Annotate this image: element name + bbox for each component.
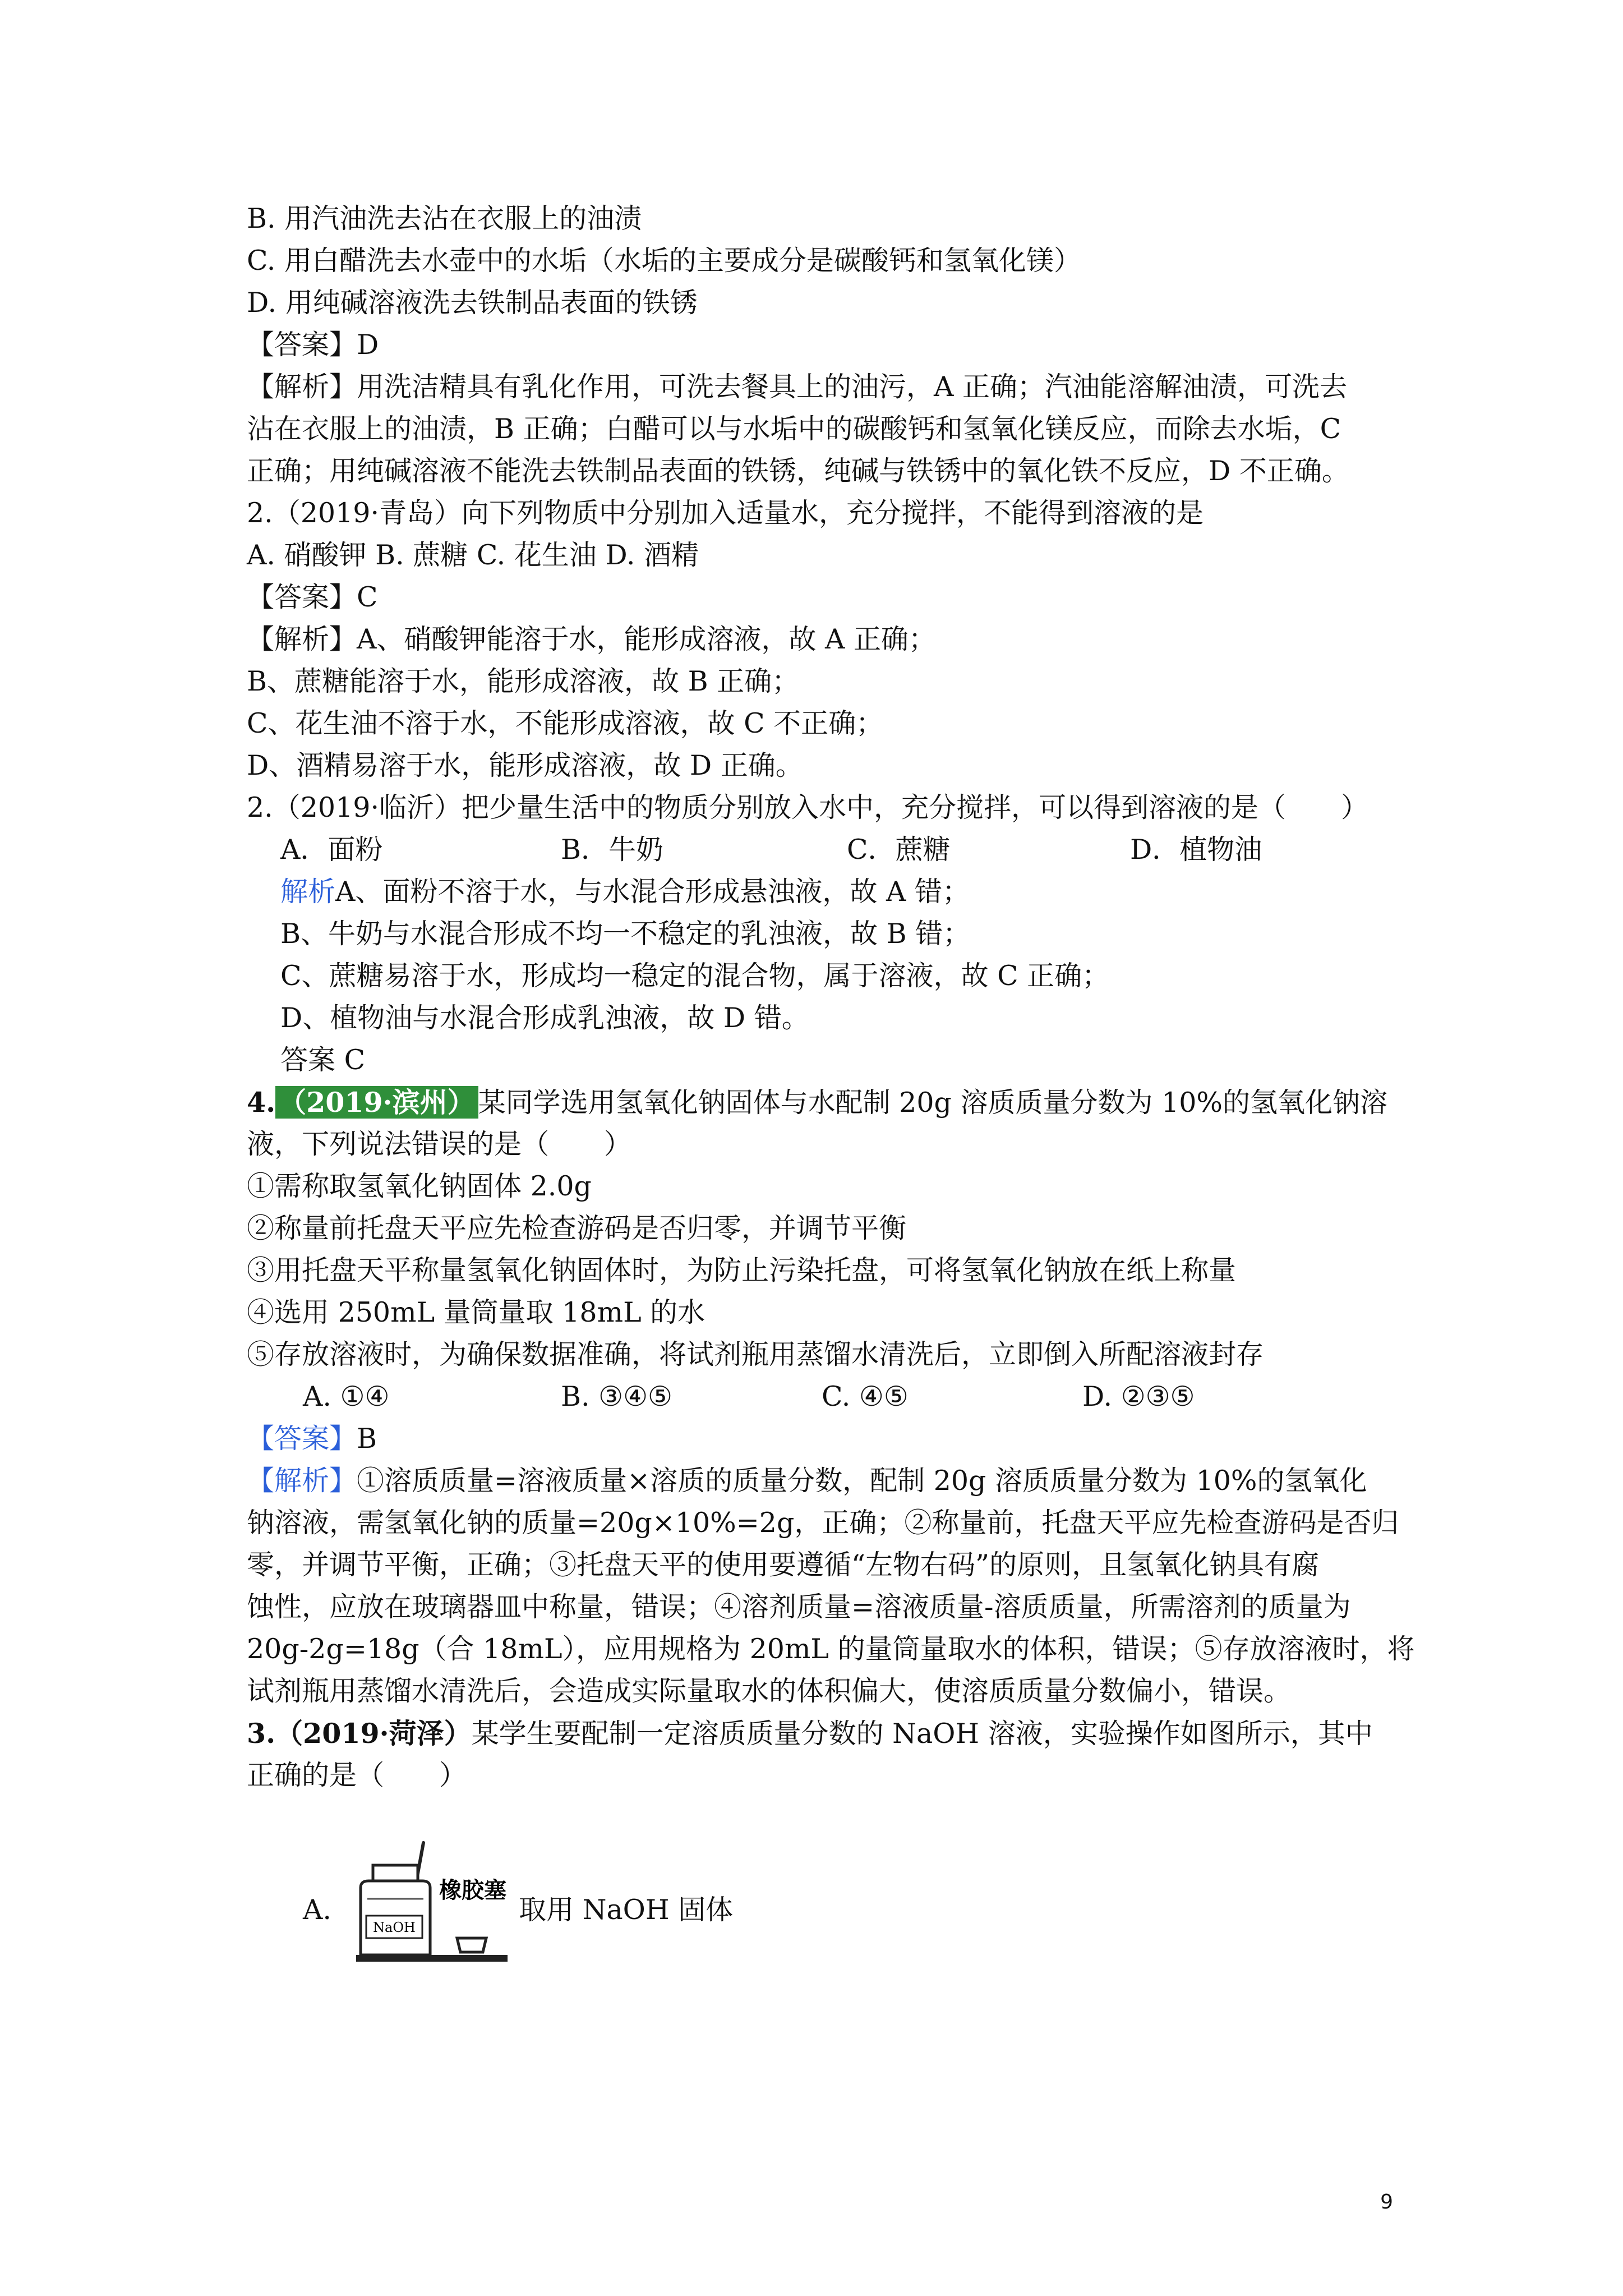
q4-answer-label: 【答案】 [247,1423,357,1455]
q4-statement: ④选用 250mL 量筒量取 18mL 的水 [247,1296,706,1328]
q4-option-c: C. ④⑤ [822,1381,909,1412]
q2-answer: 【答案】C [247,581,378,613]
q3-analysis-label: 解析 [280,876,336,908]
q4-option-b: B. ③④⑤ [561,1381,672,1412]
q1-option-c: C. 用白醋洗去水壶中的水垢（水垢的主要成分是碳酸钙和氢氧化镁） [247,245,1081,277]
q3-option-b: B．牛奶 [561,834,664,866]
q4-analysis-line: 零，并调节平衡，正确；③托盘天平的使用要遵循“左物右码”的原则，且氢氧化钠具有腐 [247,1549,1320,1581]
q3-analysis-line [280,872,970,912]
q4-stem-text: 某同学选用氢氧化钠固体与水配制 20g 溶质质量分数为 10%的氢氧化钠溶 [478,1087,1387,1119]
naoh-bottle-figure [356,1832,508,1972]
q4-options [303,1377,1396,1416]
q2-analysis-line: D、酒精易溶于水，能形成溶液，故 D 正确。 [247,749,803,781]
q4-analysis-line: 蚀性，应放在玻璃器皿中称量，错误；④溶剂质量=溶液质量-溶质质量，所需溶剂的质量为 [247,1591,1351,1623]
q1-answer: 【答案】D [247,329,379,361]
q2-analysis-line: 【解析】A、硝酸钾能溶于水，能形成溶液，故 A 正确； [247,623,936,655]
q1-analysis-line: 正确；用纯碱溶液不能洗去铁制品表面的铁锈，纯碱与铁锈中的氧化铁不反应，D 不正确。 [247,455,1349,487]
q5-source: （2019·菏泽） [275,1717,472,1750]
q3-analysis-text: A、面粉不溶于水，与水混合形成悬浊液，故 A 错； [335,876,970,908]
q4-stem-line [247,1083,1387,1122]
q5-stem-line-2: 正确的是（ ） [247,1759,467,1791]
q4-statement: ②称量前托盘天平应先检查游码是否归零，并调节平衡 [247,1212,907,1244]
bottle-label: NaOH [373,1920,416,1935]
q4-stem-line-2: 液，下列说法错误的是（ ） [247,1128,632,1160]
q3-options [280,830,1374,869]
q2-analysis-line: B、蔗糖能溶于水，能形成溶液，故 B 正确； [247,665,800,697]
q2-stem: 2.（2019·青岛）向下列物质中分别加入适量水，充分搅拌，不能得到溶液的是 [247,497,1204,529]
q4-analysis-line [247,1461,1367,1501]
q4-statement: ⑤存放溶液时，为确保数据准确，将试剂瓶用蒸馏水清洗后，立即倒入所配溶液封存 [247,1338,1264,1370]
q4-option-a: A. ①④ [303,1381,390,1412]
q5-stem-line [247,1714,1373,1753]
q4-analysis-line: 钠溶液，需氢氧化钠的质量=20g×10%=2g，正确；②称量前，托盘天平应先检查游码是否归 [247,1507,1399,1539]
q4-analysis-label: 【解析】 [247,1465,357,1497]
q5-number: 3. [247,1717,276,1750]
q1-option-d: D. 用纯碱溶液洗去铁制品表面的铁锈 [247,287,698,319]
q3-option-a: A．面粉 [280,834,383,866]
q4-analysis-line: 20g-2g=18g（合 18mL），应用规格为 20mL 的量筒量取水的体积，错误；⑤存放溶液时，将 [247,1633,1415,1665]
q3-analysis-line: D、植物油与水混合形成乳浊液，故 D 错。 [280,1002,809,1034]
q1-option-b: B. 用汽油洗去沾在衣服上的油渍 [247,203,642,234]
q3-analysis-line: C、蔗糖易溶于水，形成均一稳定的混合物，属于溶液，故 C 正确； [280,960,1110,992]
reagent-bottle-illustration [356,1832,508,1972]
q2-analysis-line: C、花生油不溶于水，不能形成溶液，故 C 不正确； [247,707,884,739]
stopper-label: 橡胶塞 [439,1877,506,1903]
page-number: 9 [1380,2191,1393,2214]
q2-options: A. 硝酸钾 B. 蔗糖 C. 花生油 D. 酒精 [247,539,699,571]
q4-source-tag: （2019·滨州） [275,1086,478,1119]
q1-analysis-line: 沾在衣服上的油渍，B 正确；白醋可以与水垢中的碳酸钙和氢氧化镁反应，而除去水垢，C [247,413,1341,445]
q4-option-d: D. ②③⑤ [1082,1381,1195,1412]
q4-analysis-text: ①溶质质量=溶液质量×溶质的质量分数，配制 20g 溶质质量分数为 10%的氢氧化 [357,1465,1367,1497]
q4-statement: ①需称取氢氧化钠固体 2.0g [247,1170,592,1202]
q5-stem-text: 某学生要配制一定溶质质量分数的 NaOH 溶液，实验操作如图所示，其中 [471,1718,1373,1750]
q4-answer-value: B [357,1423,377,1455]
q5-option-a-letter: A. [303,1894,331,1926]
q3-option-c: C．蔗糖 [847,834,951,866]
q3-answer: 答案 C [280,1044,366,1076]
q3-option-d: D．植物油 [1130,834,1262,866]
q4-answer [247,1419,377,1458]
q5-option-a-text: 取用 NaOH 固体 [519,1894,734,1926]
q1-analysis-line: 【解析】用洗洁精具有乳化作用，可洗去餐具上的油污，A 正确；汽油能溶解油渍，可洗去 [247,371,1347,403]
q3-analysis-line: B、牛奶与水混合形成不均一不稳定的乳浊液，故 B 错； [280,918,971,950]
q4-statement: ③用托盘天平称量氢氧化钠固体时，为防止污染托盘，可将氢氧化钠放在纸上称量 [247,1254,1237,1286]
q4-analysis-line: 试剂瓶用蒸馏水清洗后，会造成实际量取水的体积偏大，使溶质质量分数偏小，错误。 [247,1675,1292,1707]
q3-stem: 2.（2019·临沂）把少量生活中的物质分别放入水中，充分搅拌，可以得到溶液的是（ ） [247,792,1369,823]
q4-number: 4. [247,1086,276,1119]
